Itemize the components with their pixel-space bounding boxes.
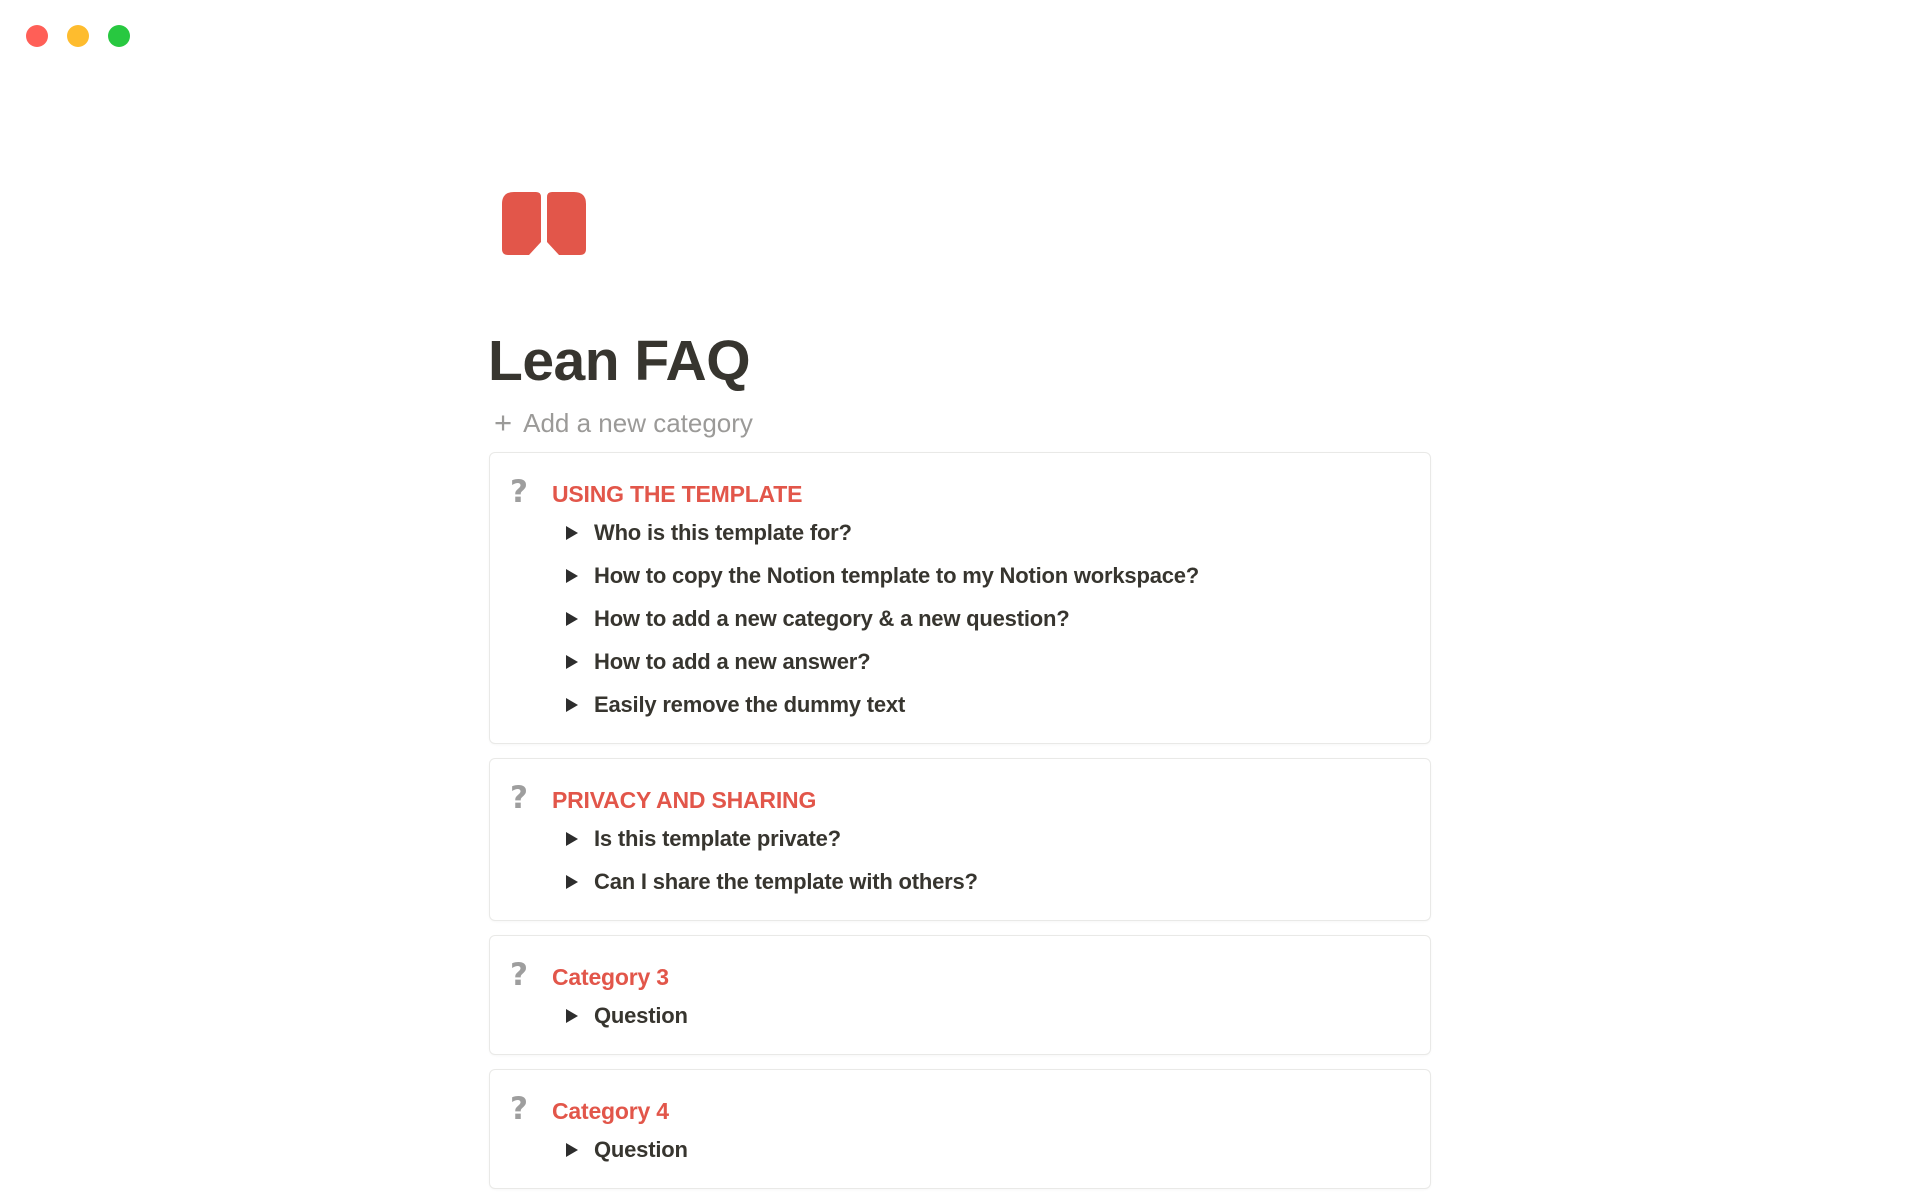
question-toggle-row[interactable] (566, 1128, 1406, 1171)
question-mark-icon: ? (510, 780, 528, 816)
toggle-triangle-icon[interactable] (566, 612, 578, 626)
question-toggle-row[interactable] (566, 640, 1406, 683)
toggle-triangle-icon[interactable] (566, 1009, 578, 1023)
category-card (489, 452, 1431, 744)
zoom-button[interactable] (108, 25, 130, 47)
category-heading (506, 958, 1406, 994)
add-category-label: Add a new category (523, 408, 753, 438)
question-label[interactable]: Question (594, 1136, 688, 1162)
page-title[interactable]: Lean FAQ (488, 329, 751, 393)
question-toggle-row[interactable] (566, 511, 1406, 554)
category-card (489, 758, 1431, 921)
add-category-button[interactable] (494, 406, 753, 440)
category-card (489, 935, 1431, 1055)
toggle-triangle-icon[interactable] (566, 569, 578, 583)
question-toggle-row[interactable] (566, 597, 1406, 640)
toggle-triangle-icon[interactable] (566, 655, 578, 669)
toggle-triangle-icon[interactable] (566, 526, 578, 540)
category-heading (506, 1092, 1406, 1128)
question-label[interactable]: How to add a new answer? (594, 648, 871, 674)
question-label[interactable]: Easily remove the dummy text (594, 691, 906, 717)
close-button[interactable] (26, 25, 48, 47)
question-list (506, 1128, 1406, 1171)
question-list (506, 994, 1406, 1037)
question-label[interactable]: How to add a new category & a new question? (594, 605, 1070, 631)
question-toggle-row[interactable] (566, 554, 1406, 597)
question-mark-icon: ? (510, 474, 528, 510)
category-heading (506, 475, 1406, 511)
category-title[interactable]: USING THE TEMPLATE (552, 481, 803, 507)
category-heading (506, 781, 1406, 817)
question-label[interactable]: Is this template private? (594, 825, 841, 851)
open-book-icon[interactable] (500, 187, 588, 259)
question-label[interactable]: Question (594, 1002, 688, 1028)
window-controls (26, 25, 130, 47)
question-toggle-row[interactable] (566, 817, 1406, 860)
category-title[interactable]: PRIVACY AND SHARING (552, 787, 817, 813)
toggle-triangle-icon[interactable] (566, 832, 578, 846)
plus-icon: + (494, 405, 513, 440)
question-list (506, 817, 1406, 903)
question-label[interactable]: Who is this template for? (594, 519, 852, 545)
toggle-triangle-icon[interactable] (566, 1143, 578, 1157)
toggle-triangle-icon[interactable] (566, 875, 578, 889)
question-mark-icon: ? (510, 1091, 528, 1127)
question-toggle-row[interactable] (566, 683, 1406, 726)
question-label[interactable]: Can I share the template with others? (594, 868, 978, 894)
question-label[interactable]: How to copy the Notion template to my Notion workspace? (594, 562, 1200, 588)
toggle-triangle-icon[interactable] (566, 698, 578, 712)
question-toggle-row[interactable] (566, 860, 1406, 903)
category-title[interactable]: Category 4 (552, 1098, 669, 1124)
category-list (489, 452, 1431, 1189)
category-card (489, 1069, 1431, 1189)
question-list (506, 511, 1406, 726)
category-title[interactable]: Category 3 (552, 964, 669, 990)
question-mark-icon: ? (510, 957, 528, 993)
question-toggle-row[interactable] (566, 994, 1406, 1037)
minimize-button[interactable] (67, 25, 89, 47)
